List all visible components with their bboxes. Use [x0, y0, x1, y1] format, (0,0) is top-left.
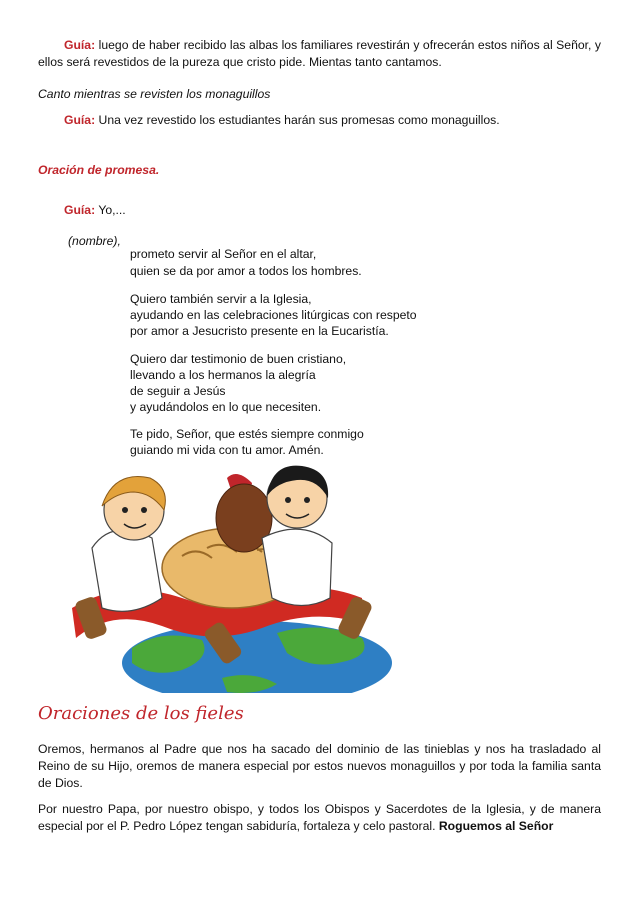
- second-guia-text: Una vez revestido los estudiantes harán sus promesas como monaguillos.: [98, 113, 500, 127]
- promise-line: Quiero dar testimonio de buen cristiano,: [130, 352, 347, 366]
- guia-label: Guía:: [64, 203, 96, 217]
- third-guia-paragraph: [64, 202, 604, 219]
- promise-line: quien se da por amor a todos los hombres.: [130, 264, 362, 278]
- promise-line: Quiero también servir a la Iglesia,: [130, 292, 312, 306]
- oracion-promesa-title: Oración de promesa.: [38, 163, 160, 177]
- promise-line: por amor a Jesucristo presente en la Eucaristía.: [130, 324, 389, 338]
- canto-instruction: Canto mientras se revisten los monaguillos: [38, 87, 271, 101]
- promise-line: prometo servir al Señor en el altar,: [130, 247, 317, 261]
- promise-line: y ayudándolos en lo que necesiten.: [130, 400, 322, 414]
- intro-paragraph: [38, 37, 601, 71]
- roguemos-response: Roguemos al Señor: [438, 819, 554, 833]
- fieles-p2-text: Por nuestro Papa, por nuestro obispo, y todos los Obispos y Sacerdotes de la Iglesia, y de manera especial por el P. Pedro López tengan sabiduría, fortaleza y celo pastoral.: [38, 802, 601, 833]
- guia-label: Guía:: [64, 38, 96, 52]
- promise-line: llevando a los hermanos la alegría: [130, 368, 316, 382]
- intro-text: luego de haber recibido las albas los familiares revestirán y ofrecerán estos niños al Señor, y ellos será revestidos de la pureza que cristo pide. Mientas tanto cantamos.: [38, 38, 601, 69]
- fieles-title: Oraciones de los fieles: [38, 703, 244, 724]
- promise-line: ayudando en las celebraciones litúrgicas con respeto: [130, 308, 417, 322]
- promise-line: Te pido, Señor, que estés siempre conmigo: [130, 427, 364, 441]
- third-guia-text: Yo,...: [98, 203, 126, 217]
- guia-label: Guía:: [64, 113, 96, 127]
- altar-servers-illustration: [62, 448, 392, 693]
- fieles-paragraph-1: Oremos, hermanos al Padre que nos ha sacado del dominio de las tinieblas y nos ha trasladado al Reino de su Hijo, oremos de manera especial por estos nuevos monaguillos y por toda la familia santa de Dios.: [38, 742, 601, 790]
- second-guia-paragraph: [64, 112, 604, 129]
- fieles-paragraph-2: [38, 801, 601, 835]
- promise-line: guiando mi vida con tu amor. Amén.: [130, 443, 324, 457]
- nombre-placeholder: (nombre),: [68, 234, 121, 248]
- promise-line: de seguir a Jesús: [130, 384, 226, 398]
